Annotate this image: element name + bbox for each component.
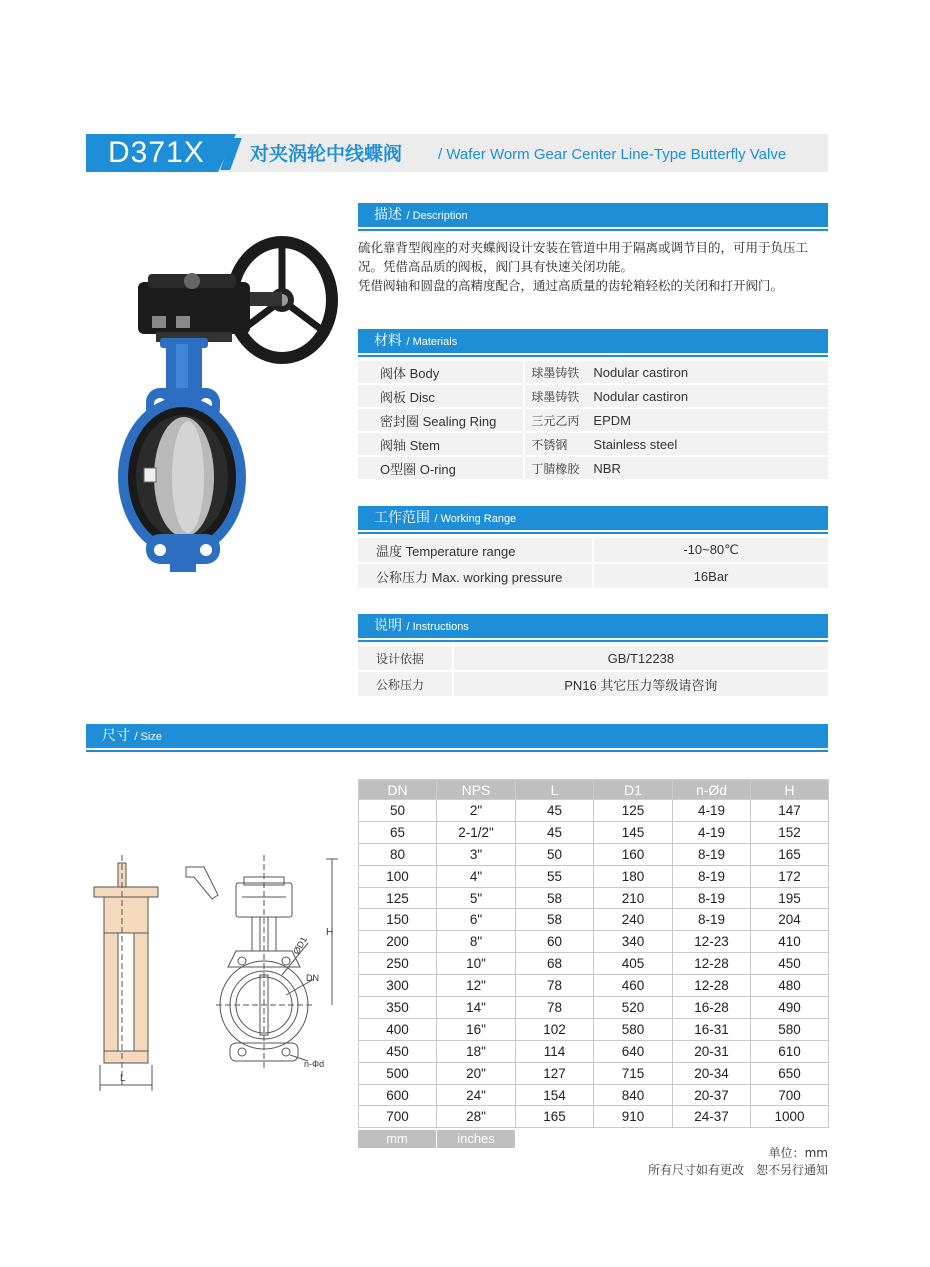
unit-inches: inches	[437, 1130, 515, 1148]
size-cell-d1: 210	[594, 887, 673, 909]
description-underline	[358, 229, 828, 231]
size-table-header-row	[359, 780, 829, 800]
material-en: EPDM	[593, 412, 631, 428]
size-cell-dn: 600	[359, 1084, 437, 1106]
table-row	[357, 432, 829, 456]
size-cell-dn: 450	[359, 1040, 437, 1062]
size-cell-h: 172	[751, 865, 829, 887]
size-cell-h: 650	[751, 1062, 829, 1084]
table-row	[359, 821, 829, 843]
instruction-value: GB/T12238	[453, 645, 829, 671]
column-header: L	[516, 780, 594, 800]
dim-label-h: H	[326, 927, 334, 938]
range-value: 16Bar	[593, 563, 829, 589]
size-cell-l: 114	[516, 1040, 594, 1062]
material-en: Nodular castiron	[593, 388, 689, 404]
size-cell-h: 450	[751, 953, 829, 975]
size-cell-dn: 80	[359, 843, 437, 865]
description-line: 硫化靠背型阀座的对夹蝶阀设计安装在管道中用于隔离或调节目的，可用于负压工况。凭借高品质的阀板，阀门具有快速关闭功能。	[358, 240, 809, 274]
size-cell-dn: 700	[359, 1106, 437, 1128]
table-row	[359, 997, 829, 1019]
size-cell-nd: 8-19	[673, 909, 751, 931]
material-cn: 球墨铸铁	[531, 365, 580, 380]
size-title-en: / Size	[134, 731, 162, 743]
material-value	[524, 456, 829, 480]
size-table	[358, 779, 829, 1128]
size-table-body	[359, 800, 829, 1128]
size-cell-nps: 12"	[437, 975, 516, 997]
material-cn: 球墨铸铁	[531, 389, 580, 404]
material-part: 阀板 Disc	[357, 384, 524, 408]
size-cell-l: 45	[516, 821, 594, 843]
material-value	[524, 360, 829, 384]
materials-underline	[358, 355, 828, 357]
working-range-title-en: / Working Range	[434, 513, 517, 525]
size-cell-nd: 12-28	[673, 953, 751, 975]
size-cell-nps: 8"	[437, 931, 516, 953]
size-cell-nps: 18"	[437, 1040, 516, 1062]
size-cell-l: 102	[516, 1018, 594, 1040]
material-cn: 不锈钢	[531, 437, 568, 452]
range-value: -10~80℃	[593, 537, 829, 563]
change-note: 所有尺寸如有更改 恕不另行通知	[647, 1163, 828, 1177]
table-row	[359, 909, 829, 931]
instructions-title-cn: 说明	[374, 618, 402, 634]
materials-title-cn: 材料	[374, 333, 402, 349]
materials-table	[356, 359, 830, 481]
size-cell-d1: 460	[594, 975, 673, 997]
table-row	[359, 800, 829, 822]
size-cell-nd: 20-34	[673, 1062, 751, 1084]
table-row	[357, 563, 829, 589]
size-cell-d1: 240	[594, 909, 673, 931]
size-cell-nps: 28"	[437, 1106, 516, 1128]
material-value	[524, 384, 829, 408]
size-cell-dn: 350	[359, 997, 437, 1019]
size-cell-d1: 640	[594, 1040, 673, 1062]
size-cell-l: 55	[516, 865, 594, 887]
table-row	[359, 1040, 829, 1062]
material-en: NBR	[593, 460, 621, 476]
working-range-title-cn: 工作范围	[374, 510, 430, 526]
size-cell-nps: 14"	[437, 997, 516, 1019]
size-cell-d1: 910	[594, 1106, 673, 1128]
unit-mm: mm	[358, 1130, 436, 1148]
size-cell-nps: 2-1/2"	[437, 821, 516, 843]
size-cell-h: 152	[751, 821, 829, 843]
size-cell-nd: 8-19	[673, 887, 751, 909]
size-cell-h: 700	[751, 1084, 829, 1106]
size-cell-dn: 250	[359, 953, 437, 975]
instructions-underline	[358, 640, 828, 642]
size-cell-h: 204	[751, 909, 829, 931]
table-row	[359, 1106, 829, 1128]
working-range-table	[356, 536, 830, 590]
size-cell-dn: 50	[359, 800, 437, 822]
table-row	[357, 360, 829, 384]
table-row	[359, 1084, 829, 1106]
material-part: 阀轴 Stem	[357, 432, 524, 456]
table-row	[357, 537, 829, 563]
material-cn: 丁腈橡胶	[531, 461, 580, 476]
size-title-cn: 尺寸	[102, 728, 130, 744]
instruction-label: 公称压力	[357, 671, 453, 697]
unit-note: 单位：mm	[768, 1146, 828, 1160]
size-cell-nps: 24"	[437, 1084, 516, 1106]
size-underline	[86, 750, 828, 752]
size-cell-dn: 500	[359, 1062, 437, 1084]
size-cell-h: 195	[751, 887, 829, 909]
table-row	[359, 887, 829, 909]
size-cell-d1: 715	[594, 1062, 673, 1084]
product-title-cn: 对夹涡轮中线蝶阀	[250, 143, 403, 165]
size-cell-d1: 580	[594, 1018, 673, 1040]
size-cell-nd: 4-19	[673, 800, 751, 822]
size-cell-dn: 125	[359, 887, 437, 909]
dimension-drawing	[86, 855, 348, 1095]
table-row	[357, 456, 829, 480]
size-cell-h: 490	[751, 997, 829, 1019]
size-cell-nd: 8-19	[673, 865, 751, 887]
size-cell-h: 1000	[751, 1106, 829, 1128]
size-cell-nd: 20-31	[673, 1040, 751, 1062]
range-label: 公称压力 Max. working pressure	[357, 563, 593, 589]
size-cell-h: 147	[751, 800, 829, 822]
size-cell-nps: 10"	[437, 953, 516, 975]
material-en: Stainless steel	[593, 436, 678, 452]
column-header: NPS	[437, 780, 516, 800]
size-cell-d1: 180	[594, 865, 673, 887]
working-range-header	[358, 506, 828, 530]
size-cell-dn: 200	[359, 931, 437, 953]
size-cell-l: 127	[516, 1062, 594, 1084]
gearbox-icon	[138, 273, 250, 342]
instructions-header	[358, 614, 828, 638]
column-header: D1	[594, 780, 673, 800]
table-row	[359, 843, 829, 865]
size-cell-h: 580	[751, 1018, 829, 1040]
description-header	[358, 203, 828, 227]
size-cell-nd: 12-23	[673, 931, 751, 953]
dim-label-l: L	[120, 1073, 126, 1084]
size-cell-d1: 840	[594, 1084, 673, 1106]
size-cell-l: 58	[516, 909, 594, 931]
table-row	[357, 408, 829, 432]
table-row	[357, 645, 829, 671]
column-header: n-Ød	[673, 780, 751, 800]
size-cell-l: 154	[516, 1084, 594, 1106]
description-title-cn: 描述	[374, 207, 402, 223]
size-header	[86, 724, 828, 748]
table-row	[359, 975, 829, 997]
table-row	[357, 384, 829, 408]
range-label: 温度 Temperature range	[357, 537, 593, 563]
size-cell-nd: 24-37	[673, 1106, 751, 1128]
material-part: O型圈 O-ring	[357, 456, 524, 480]
size-cell-l: 50	[516, 843, 594, 865]
size-cell-l: 78	[516, 997, 594, 1019]
size-cell-nps: 3"	[437, 843, 516, 865]
dim-label-dn: DN	[306, 973, 319, 983]
materials-title-en: / Materials	[406, 336, 458, 348]
table-row	[359, 1062, 829, 1084]
size-cell-d1: 520	[594, 997, 673, 1019]
working-range-underline	[358, 532, 828, 534]
description-line: 凭借阀轴和圆盘的高精度配合，通过高质量的齿轮箱轻松的关闭和打开阀门。	[358, 278, 784, 293]
material-part: 密封圈 Sealing Ring	[357, 408, 524, 432]
model-number: D371X	[108, 136, 205, 169]
material-en: Nodular castiron	[593, 364, 689, 380]
size-cell-h: 410	[751, 931, 829, 953]
size-cell-dn: 150	[359, 909, 437, 931]
size-cell-h: 480	[751, 975, 829, 997]
size-cell-nps: 20"	[437, 1062, 516, 1084]
size-cell-d1: 340	[594, 931, 673, 953]
size-cell-nd: 16-28	[673, 997, 751, 1019]
instructions-title-en: / Instructions	[406, 621, 469, 633]
size-cell-l: 68	[516, 953, 594, 975]
size-cell-l: 78	[516, 975, 594, 997]
size-cell-nps: 6"	[437, 909, 516, 931]
instructions-table	[356, 644, 830, 698]
material-value	[524, 408, 829, 432]
product-photo	[100, 232, 340, 577]
size-cell-nd: 4-19	[673, 821, 751, 843]
product-title-en: / Wafer Worm Gear Center Line-Type Butterfly Valve	[438, 146, 787, 163]
table-row	[359, 865, 829, 887]
size-cell-nps: 2"	[437, 800, 516, 822]
instruction-label: 设计依据	[357, 645, 453, 671]
size-cell-d1: 125	[594, 800, 673, 822]
description-title-en: / Description	[406, 210, 468, 222]
table-row	[357, 671, 829, 697]
column-header: H	[751, 780, 829, 800]
size-cell-d1: 145	[594, 821, 673, 843]
size-cell-nd: 20-37	[673, 1084, 751, 1106]
instruction-value: PN16 其它压力等级请咨询	[453, 671, 829, 697]
material-cn: 三元乙丙	[531, 413, 580, 428]
materials-header	[358, 329, 828, 353]
size-cell-nd: 12-28	[673, 975, 751, 997]
size-cell-h: 165	[751, 843, 829, 865]
size-cell-nps: 5"	[437, 887, 516, 909]
size-cell-l: 45	[516, 800, 594, 822]
size-cell-h: 610	[751, 1040, 829, 1062]
size-cell-nps: 4"	[437, 865, 516, 887]
size-cell-dn: 65	[359, 821, 437, 843]
size-cell-dn: 300	[359, 975, 437, 997]
table-row	[359, 931, 829, 953]
size-cell-nps: 16"	[437, 1018, 516, 1040]
size-cell-d1: 405	[594, 953, 673, 975]
material-value	[524, 432, 829, 456]
size-cell-nd: 16-31	[673, 1018, 751, 1040]
size-cell-d1: 160	[594, 843, 673, 865]
size-cell-l: 60	[516, 931, 594, 953]
column-header: DN	[359, 780, 437, 800]
material-part: 阀体 Body	[357, 360, 524, 384]
table-row	[359, 1018, 829, 1040]
size-cell-dn: 100	[359, 865, 437, 887]
size-cell-nd: 8-19	[673, 843, 751, 865]
table-row	[359, 953, 829, 975]
description-text	[358, 238, 828, 295]
dim-label-nd: n-Φd	[304, 1059, 325, 1069]
size-cell-l: 58	[516, 887, 594, 909]
size-cell-l: 165	[516, 1106, 594, 1128]
dim-label-d1: ØD1	[291, 934, 309, 956]
size-cell-dn: 400	[359, 1018, 437, 1040]
